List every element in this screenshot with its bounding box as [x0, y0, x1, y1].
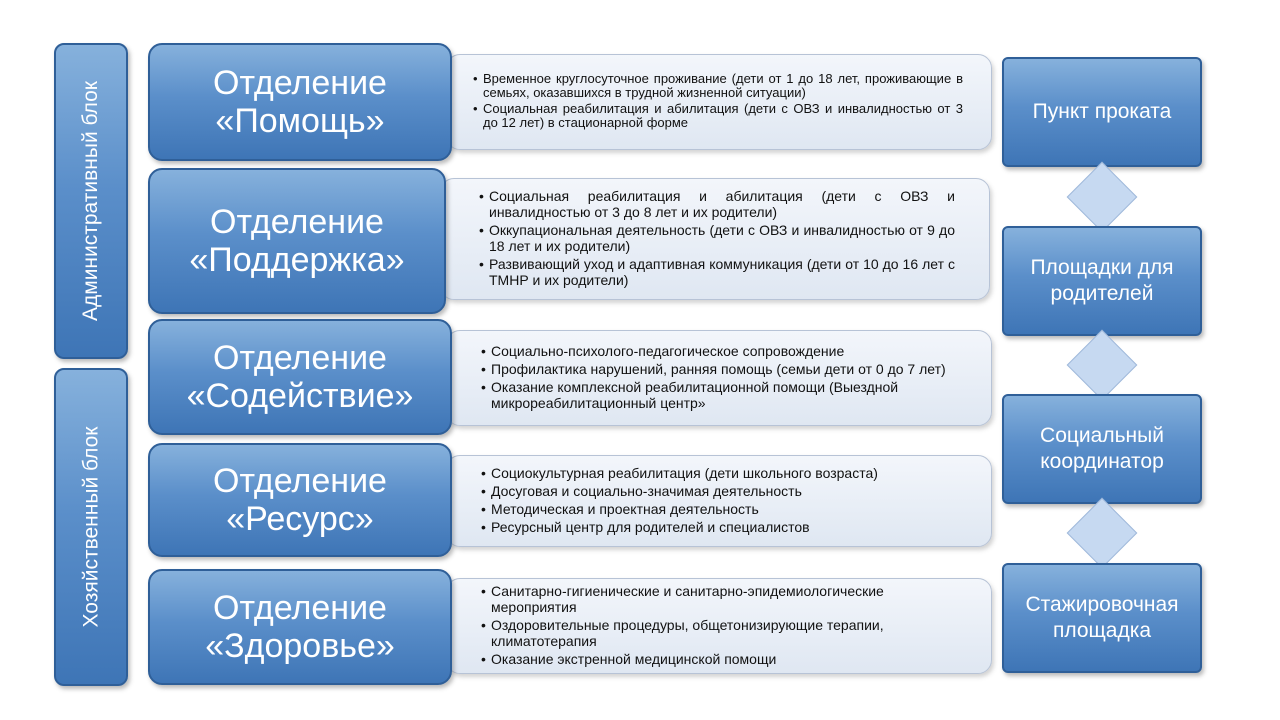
department-pomosch	[148, 43, 452, 161]
department-title-line2: «Здоровье»	[205, 627, 395, 665]
unit-label: Пункт проката	[1032, 100, 1172, 123]
department-title-line1: Отделение	[213, 462, 387, 500]
unit-label: Стажировочная площадка	[1025, 593, 1179, 642]
list-item: • Досуговая и социально-значимая деятельность	[491, 483, 961, 499]
department-zdorovie-description	[446, 578, 992, 674]
list-item: • Методическая и проектная деятельность	[491, 501, 961, 517]
unit-social-coordinator	[1002, 394, 1202, 504]
list-item: • Социокультурная реабилитация (дети школьного возраста)	[491, 465, 961, 481]
list-item: • Социально-психолого-педагогическое сопровождение	[491, 343, 961, 359]
department-resurs-description	[446, 455, 992, 547]
connector-diamond	[1067, 498, 1138, 569]
unit-internship-platform	[1002, 563, 1202, 673]
department-title-line2: «Содействие»	[186, 377, 414, 415]
list-item: • Развивающий уход и адаптивная коммуникация (дети от 10 до 16 лет с ТМНР и их родители)	[489, 256, 955, 288]
list-item: • Социальная реабилитация и абилитация (дети с ОВЗ и инвалидностью от 3 до 8 лет и их родители)	[489, 188, 955, 220]
department-title-line1: Отделение	[213, 339, 387, 377]
list-item: • Профилактика нарушений, ранняя помощь (семьи дети от 0 до 7 лет)	[491, 361, 961, 377]
department-zdorovie	[148, 569, 452, 685]
list-item: • Временное круглосуточное проживание (дети от 1 до 18 лет, проживающие в семьях, оказавшихся в трудной жизненной ситуации)	[483, 72, 963, 100]
department-title-line2: «Помощь»	[215, 102, 385, 140]
unit-label: Площадки для родителей	[1030, 256, 1174, 305]
department-title-line1: Отделение	[213, 64, 387, 102]
department-title-line2: «Ресурс»	[226, 500, 374, 538]
department-title-line1: Отделение	[210, 203, 384, 241]
list-item: • Оздоровительные процедуры, общетонизирующие терапии, климатотерапия	[491, 617, 961, 649]
list-item: • Оккупациональная деятельность (дети с ОВЗ и инвалидностью от 9 до 18 лет и их родители)	[489, 222, 955, 254]
department-podderzhka-description	[440, 178, 990, 300]
list-item: • Социальная реабилитация и абилитация (дети с ОВЗ и инвалидностью от 3 до 12 лет) в стационарной форме	[483, 102, 963, 130]
department-pomosch-description	[446, 54, 992, 150]
unit-label: Социальный координатор	[1040, 424, 1164, 473]
department-resurs	[148, 443, 452, 557]
list-item: • Санитарно-гигиенические и санитарно-эпидемиологические мероприятия	[491, 583, 961, 615]
department-title-line2: «Поддержка»	[189, 241, 405, 279]
connector-diamond	[1067, 162, 1138, 233]
unit-rental-point	[1002, 57, 1202, 167]
department-sodeystvie	[148, 319, 452, 435]
household-block-label: Хозяйственный блок	[79, 426, 102, 628]
admin-block-label: Административный блок	[79, 81, 103, 321]
list-item: • Оказание экстренной медицинской помощи	[491, 651, 961, 667]
household-block	[54, 368, 128, 686]
list-item: • Оказание комплексной реабилитационной помощи (Выездной микрореабилитационный центр»	[491, 379, 961, 411]
admin-block	[54, 43, 128, 359]
unit-parent-platforms	[1002, 226, 1202, 336]
list-item: • Ресурсный центр для родителей и специалистов	[491, 519, 961, 535]
department-sodeystvie-description	[446, 330, 992, 426]
department-title-line1: Отделение	[213, 589, 387, 627]
department-podderzhka	[148, 168, 446, 314]
connector-diamond	[1067, 330, 1138, 401]
